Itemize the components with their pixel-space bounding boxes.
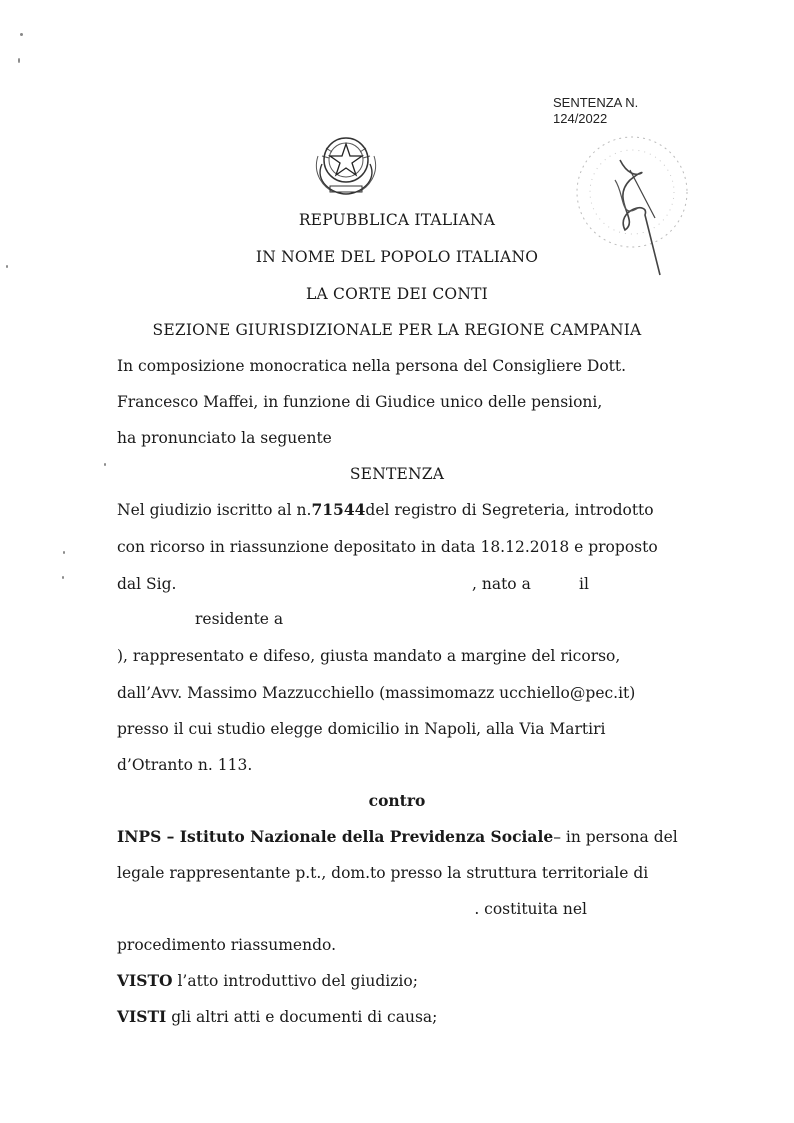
- inps-line-1-rest: – in persona del: [553, 828, 678, 846]
- body-line-1-b: del registro di Segreteria, introdotto: [365, 501, 654, 519]
- body-line-3-a: dal Sig.: [117, 575, 177, 593]
- inps-line-1: [117, 827, 678, 847]
- sentenza-heading: SENTENZA: [349, 465, 445, 483]
- sentenza-number-line2: 124/2022: [553, 111, 608, 126]
- body-line-1-a: Nel giudizio iscritto al n.: [117, 501, 312, 519]
- register-number: 71544: [311, 500, 366, 519]
- inps-line-2: legale rappresentante p.t., dom.to presso la struttura territoriale di: [117, 864, 649, 882]
- body-line-1: [117, 500, 654, 520]
- inps-line-3: [117, 899, 587, 919]
- body-line-3-c: il: [579, 575, 589, 593]
- visto-label: VISTO: [117, 971, 173, 990]
- scan-speck: [20, 33, 23, 36]
- intro-line-2: Francesco Maffei, in funzione di Giudice unico delle pensioni,: [117, 393, 603, 411]
- repubblica-italiana-emblem-icon: [304, 126, 388, 198]
- body-line-8: d’Otranto n. 113.: [117, 756, 253, 774]
- republic-title: REPUBBLICA ITALIANA: [298, 211, 496, 229]
- court-title: LA CORTE DEI CONTI: [306, 285, 488, 303]
- body-line-7: presso il cui studio elegge domicilio in Napoli, alla Via Martiri: [117, 720, 606, 738]
- scan-speck: [63, 551, 65, 554]
- section-title: SEZIONE GIURISDIZIONALE PER LA REGIONE CAMPANIA: [152, 321, 642, 339]
- inps-name: INPS – Istituto Nazionale della Previdenza Sociale: [117, 827, 554, 846]
- body-line-2: con ricorso in riassunzione depositato in data 18.12.2018 e proposto: [117, 538, 658, 556]
- visti-label: VISTI: [117, 1007, 167, 1026]
- visto-line-1: [117, 971, 587, 991]
- visto-line-2: [117, 1007, 587, 1027]
- scan-speck: [62, 576, 64, 579]
- visti-text: gli altri atti e documenti di causa;: [171, 1008, 438, 1026]
- in-name-title: IN NOME DEL POPOLO ITALIANO: [255, 248, 539, 266]
- body-line-3: [117, 574, 587, 594]
- scan-speck: [18, 58, 20, 63]
- body-line-5: ), rappresentato e difeso, giusta mandato a margine del ricorso,: [117, 647, 621, 665]
- intro-line-1: In composizione monocratica nella persona del Consigliere Dott.: [117, 357, 627, 375]
- sentenza-number-line1: SENTENZA N.: [553, 95, 639, 110]
- body-line-6: dall’Avv. Massimo Mazzucchiello (massimomazz ucchiello@pec.it): [117, 684, 636, 702]
- contro-heading: contro: [368, 791, 426, 810]
- residence-label: residente a: [195, 610, 284, 628]
- inps-line-4: procedimento riassumendo.: [117, 936, 336, 954]
- inps-line-3-text: . costituita nel: [474, 900, 587, 918]
- body-line-3-b: , nato a: [472, 575, 531, 593]
- intro-line-3: ha pronunciato la seguente: [117, 429, 332, 447]
- visto-text: l’atto introduttivo del giudizio;: [177, 972, 418, 990]
